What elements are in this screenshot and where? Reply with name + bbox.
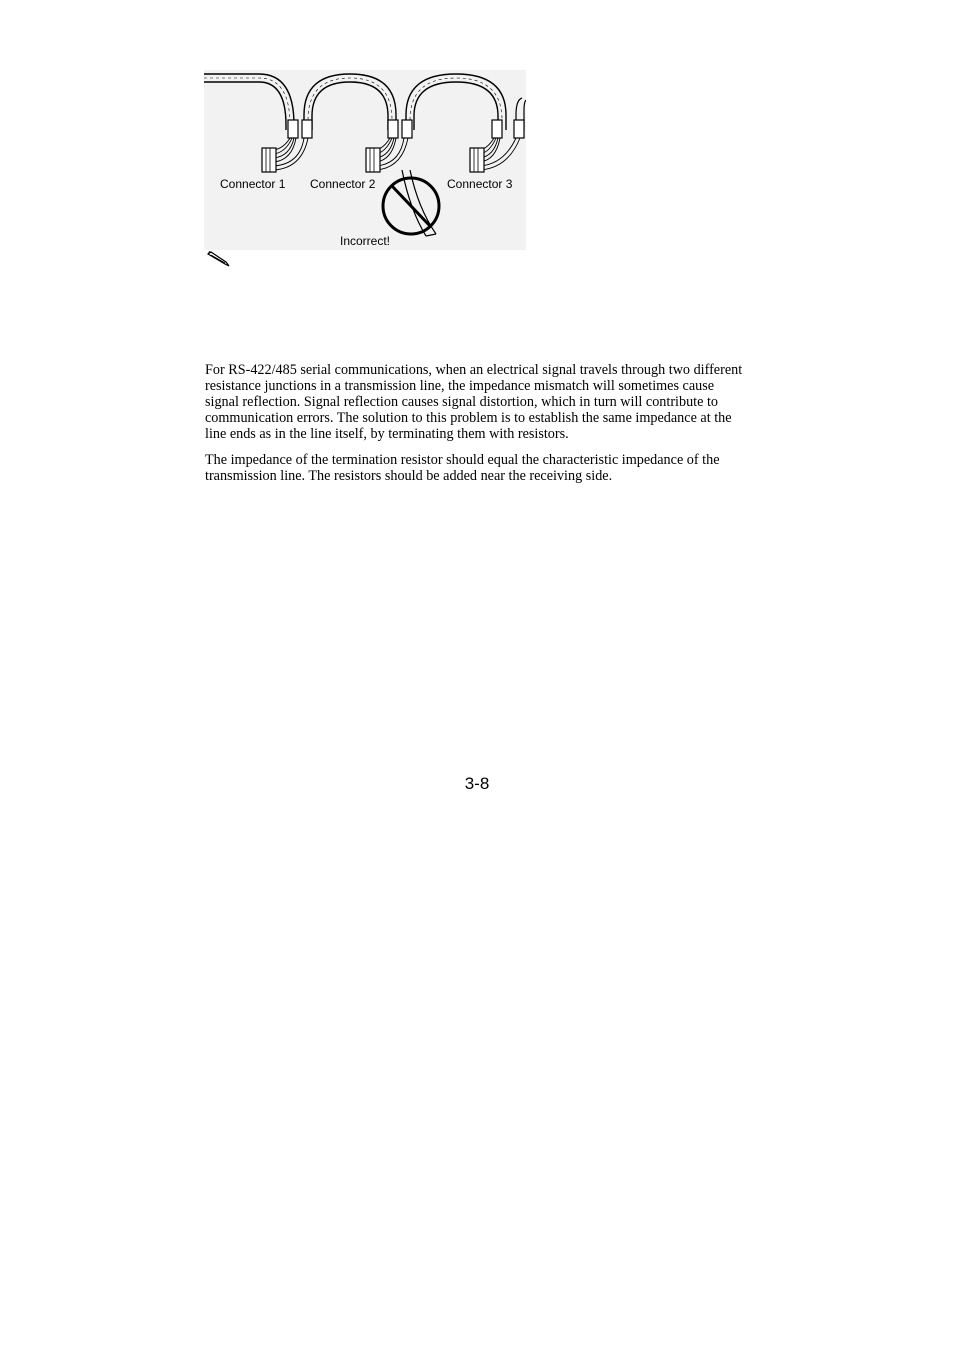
paragraph-signal-reflection: For RS-422/485 serial communications, when an electrical signal travels through two different resistance junctions in a transmission line, the impedance mismatch will sometimes cause signal reflection. Signal reflection causes signal distortion, which in turn will contribute to communication errors. The solution to this problem is to establish the same impedance at the line ends as in the line itself, by terminating them with resistors.	[205, 362, 743, 442]
page-number: 3-8	[464, 774, 490, 793]
cable-wiring-diagram	[204, 70, 526, 250]
connector-2-plug	[366, 148, 380, 172]
connector-1-plug	[262, 148, 276, 172]
cable-wiring-figure	[204, 70, 526, 250]
body-text	[205, 362, 750, 494]
incorrect-label: Incorrect!	[340, 234, 391, 248]
connector-1-label: Connector 1	[220, 177, 286, 191]
connector-3-plug	[470, 148, 484, 172]
paragraph-termination-resistor: The impedance of the termination resistor should equal the characteristic impedance of the transmission line. The resistors should be added near the receiving side.	[205, 452, 720, 484]
connector-2-label: Connector 2	[310, 177, 376, 191]
connector-3-label: Connector 3	[447, 177, 513, 191]
pencil-note-icon	[205, 250, 233, 268]
